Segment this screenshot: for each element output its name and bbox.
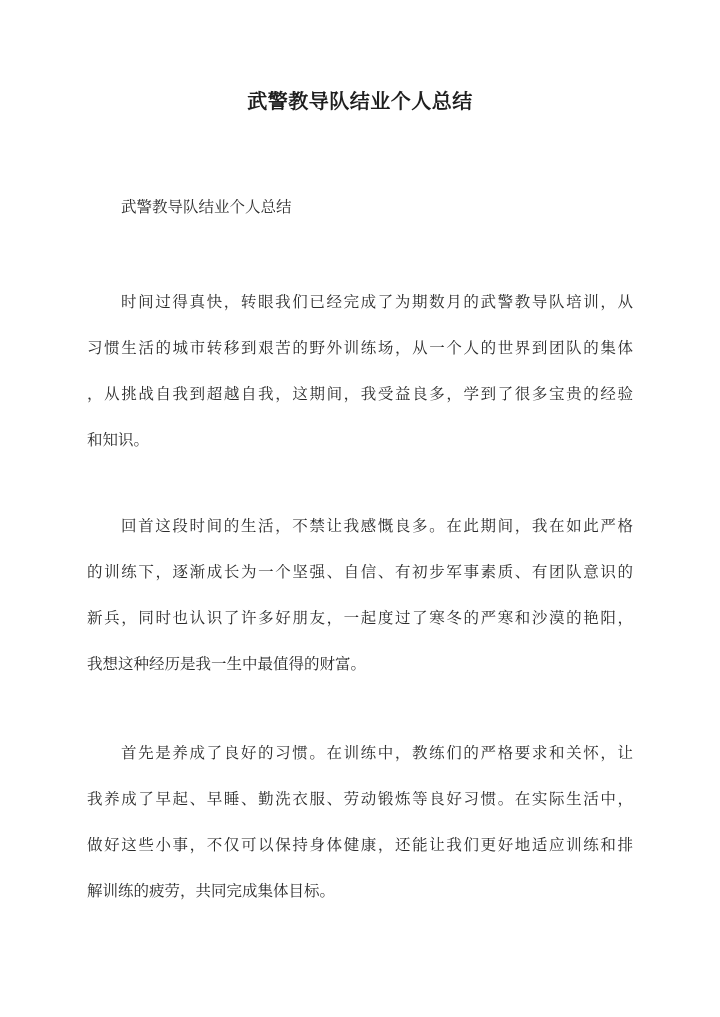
paragraph-3 [87,738,633,922]
paragraph-line: 和知识。 [87,431,150,449]
paragraph-line: 回首这段时间的生活，不禁让我感慨良多。在此期间，我在如此严格 [121,517,633,535]
paragraph-1 [87,287,633,471]
paragraph-2 [87,511,633,695]
paragraph-line: 我想这种经历是我一生中最值得的财富。 [87,655,367,673]
paragraph-line: 新兵，同时也认识了许多好朋友，一起度过了寒冬的严寒和沙漠的艳阳， [87,609,633,627]
paragraph-line: 习惯生活的城市转移到艰苦的野外训练场，从一个人的世界到团队的集体 [87,339,633,357]
paragraph-line: 做好这些小事，不仅可以保持身体健康，还能让我们更好地适应训练和排 [87,836,633,854]
paragraph-line: 时间过得真快，转眼我们已经完成了为期数月的武警教导队培训，从 [121,293,633,311]
paragraph-line: 首先是养成了良好的习惯。在训练中，教练们的严格要求和关怀，让 [121,744,633,762]
paragraph-line: ，从挑战自我到超越自我，这期间，我受益良多，学到了很多宝贵的经验 [87,385,633,403]
paragraph-line: 解训练的疲劳，共同完成集体目标。 [87,882,336,900]
document-title: 武警教导队结业个人总结 [247,89,473,113]
paragraph-line: 的训练下，逐渐成长为一个坚强、自信、有初步军事素质、有团队意识的 [87,563,633,581]
paragraph-line: 我养成了早起、早睡、勤洗衣服、劳动锻炼等良好习惯。在实际生活中， [87,790,633,808]
document-subtitle: 武警教导队结业个人总结 [121,198,292,216]
